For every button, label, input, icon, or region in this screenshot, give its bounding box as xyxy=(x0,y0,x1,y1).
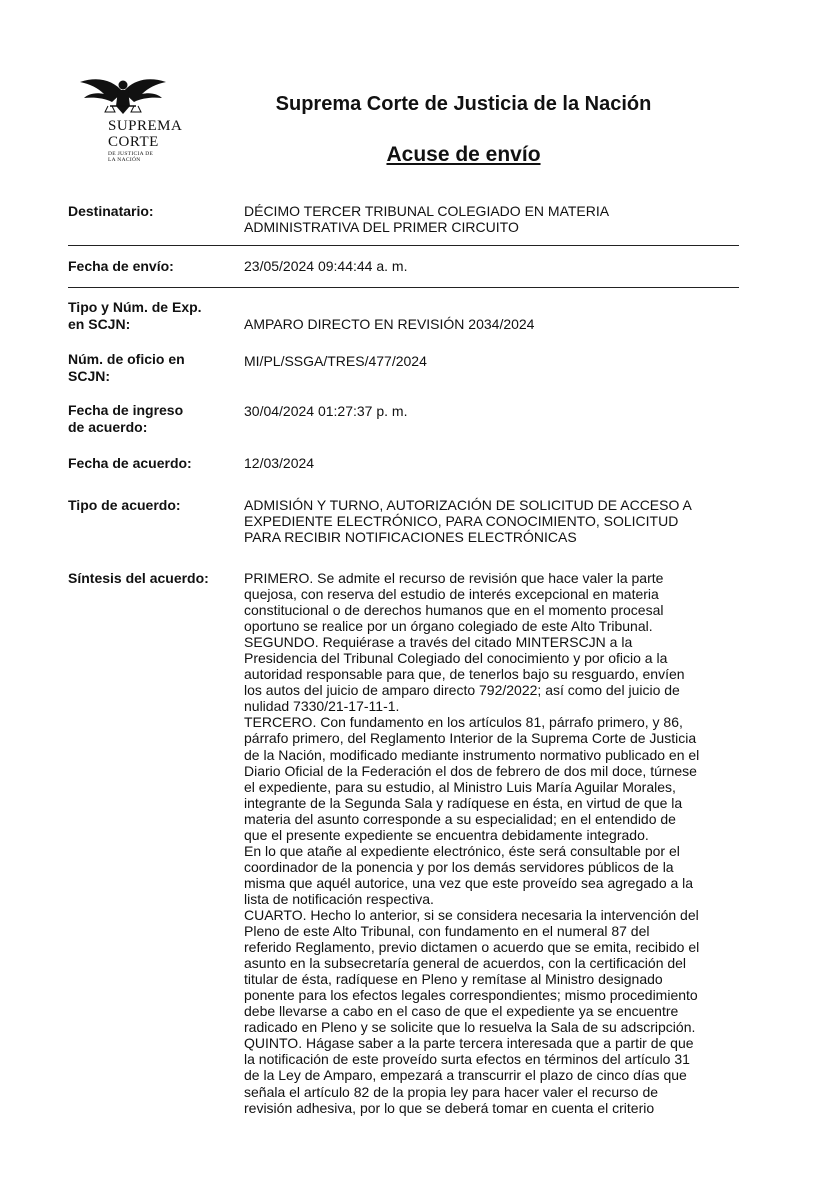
sintesis-line: revisión adhesiva, por lo que se deberá tomar en cuenta el criterio xyxy=(244,1099,655,1116)
sintesis-line: SEGUNDO. Requiérase a través del citado MINTERSCJN a la xyxy=(244,634,633,651)
sintesis-line: oportuno se realice por un órgano colegiado de este Alto Tribunal. xyxy=(244,618,653,635)
sintesis-line: materia del asunto corresponde a su especialidad; en el entendido de xyxy=(244,810,676,827)
sintesis-line: titular de ésta, radíquese en Pleno y remítase al Ministro designado xyxy=(244,971,663,988)
fecha-acuerdo-label: Fecha de acuerdo: xyxy=(68,455,192,471)
logo-subtitle-line1: DE JUSTICIA DE xyxy=(108,151,154,157)
sintesis-line: que el presente expediente se encuentra debidamente integrado. xyxy=(244,826,649,843)
sintesis-line: párrafo primero, del Reglamento Interior de la Suprema Corte de Justicia xyxy=(244,730,697,747)
fecha-ingreso-value: 30/04/2024 01:27:37 p. m. xyxy=(244,403,408,419)
sintesis-line: el expediente, para su estudio, al Ministro Luis María Aguilar Morales, xyxy=(244,778,676,795)
sintesis-text xyxy=(244,570,729,1116)
tipo-acuerdo-label: Tipo de acuerdo: xyxy=(68,497,181,513)
sintesis-line: integrante de la Segunda Sala y radíquese en ésta, en virtud de que la xyxy=(244,794,683,811)
tipo-acuerdo-value-line3: PARA RECIBIR NOTIFICACIONES ELECTRÓNICAS xyxy=(244,529,577,545)
sintesis-line: referido Reglamento, previo dictamen o acuerdo que se emita, recibido el xyxy=(244,939,700,956)
fecha-envio-value: 23/05/2024 09:44:44 a. m. xyxy=(244,258,408,274)
num-oficio-label-line1: Núm. de oficio en xyxy=(68,351,185,367)
logo-word-suprema: SUPREMA xyxy=(108,118,183,134)
fecha-envio-label: Fecha de envío: xyxy=(68,258,174,274)
sintesis-line: lista de notificación respectiva. xyxy=(244,890,434,907)
sintesis-line: de la Ley de Amparo, empezará a transcurrir el plazo de cinco días que xyxy=(244,1067,687,1084)
sintesis-line: la notificación de este proveído surta efectos en términos del artículo 31 xyxy=(244,1051,690,1068)
sintesis-line: señala el artículo 82 de la propia ley para hacer valer el recurso de xyxy=(244,1083,659,1100)
sintesis-line: CUARTO. Hecho lo anterior, si se considera necesaria la intervención del xyxy=(244,906,699,923)
sintesis-line: En lo que atañe al expediente electrónico, éste será consultable por el xyxy=(244,842,680,859)
sintesis-line: los autos del juicio de amparo directo 792/2022; así como del juicio de xyxy=(244,682,680,699)
sintesis-line: QUINTO. Hágase saber a la parte tercera interesada que a partir de que xyxy=(244,1035,694,1052)
sintesis-line: autoridad responsable para que, de tenerlos bajo su resguardo, envíen xyxy=(244,666,685,683)
separator-line xyxy=(68,245,739,246)
fecha-acuerdo-value: 12/03/2024 xyxy=(244,455,315,471)
num-oficio-label-line2: SCJN: xyxy=(68,368,111,384)
sintesis-line: TERCERO. Con fundamento en los artículos 81, párrafo primero, y 86, xyxy=(244,714,683,731)
sintesis-line: ponente para los efectos legales correspondientes; mismo procedimiento xyxy=(244,987,698,1004)
tipo-exp-label-line2: en SCJN: xyxy=(68,316,131,332)
sintesis-label: Síntesis del acuerdo: xyxy=(68,570,209,586)
tipo-exp-label-line1: Tipo y Núm. de Exp. xyxy=(68,299,202,315)
fecha-ingreso-label-line1: Fecha de ingreso xyxy=(68,402,184,418)
sintesis-line: Pleno de este Alto Tribunal, con fundamento en el numeral 87 del xyxy=(244,923,650,940)
sintesis-line: misma que aquél autorice, una vez que este proveído sea agregado a la xyxy=(244,874,694,891)
sintesis-line: asunto en la subsecretaría general de acuerdos, con la certificación del xyxy=(244,955,687,972)
separator-line xyxy=(68,287,739,288)
sintesis-line: de la Nación, modificado mediante instrumento normativo publicado en el xyxy=(244,746,700,763)
logo-word-corte: CORTE xyxy=(108,134,159,150)
sintesis-line: PRIMERO. Se admite el recurso de revisión que hace valer la parte xyxy=(244,570,664,586)
tipo-exp-value: AMPARO DIRECTO EN REVISIÓN 2034/2024 xyxy=(244,316,535,332)
sintesis-line: radicado en Pleno y se solicite que lo resuelva la Sala de su adscripción. xyxy=(244,1019,696,1036)
destinatario-value-line1: DÉCIMO TERCER TRIBUNAL COLEGIADO EN MATERIA xyxy=(244,203,610,219)
sintesis-line: Diario Oficial de la Federación el dos de febrero de dos mil doce, túrnese xyxy=(244,762,697,779)
logo-subtitle-line2: LA NACIÓN xyxy=(108,157,141,163)
destinatario-label: Destinatario: xyxy=(68,203,154,219)
sintesis-line: Presidencia del Tribunal Colegiado del conocimiento y por oficio a la xyxy=(244,650,668,667)
organization-title: Suprema Corte de Justicia de la Nación xyxy=(275,93,652,115)
sintesis-line: nulidad 7330/21-17-11-1. xyxy=(244,698,400,715)
tipo-acuerdo-value-line1: ADMISIÓN Y TURNO, AUTORIZACIÓN DE SOLICITUD DE ACCESO A xyxy=(244,497,692,513)
sintesis-line: coordinador de la ponencia y por los demás servidores públicos de la xyxy=(244,858,674,875)
document-title: Acuse de envío xyxy=(386,143,541,166)
tipo-acuerdo-value-line2: EXPEDIENTE ELECTRÓNICO, PARA CONOCIMIENTO, SOLICITUD xyxy=(244,513,679,529)
fecha-ingreso-label-line2: de acuerdo: xyxy=(68,419,148,435)
num-oficio-value: MI/PL/SSGA/TRES/477/2024 xyxy=(244,353,427,369)
sintesis-line: debe llevarse a cabo en el caso de que el expediente ya se encuentre xyxy=(244,1003,679,1020)
sintesis-line: quejosa, con reserva del estudio de interés excepcional en materia xyxy=(244,586,659,603)
destinatario-value-line2: ADMINISTRATIVA DEL PRIMER CIRCUITO xyxy=(244,219,519,235)
sintesis-line: constitucional o de derechos humanos que en el momento procesal xyxy=(244,602,664,619)
